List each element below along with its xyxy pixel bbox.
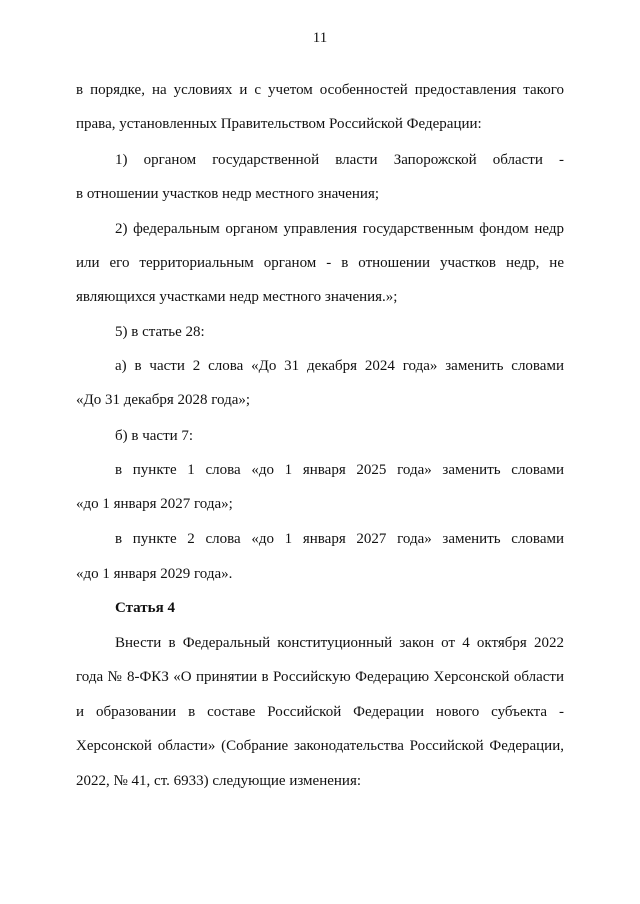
list-item: 2) федеральным органом управления государственным фондом недр bbox=[115, 221, 564, 237]
list-item: 5) в статье 28: bbox=[115, 324, 205, 340]
text-line: «До 31 декабря 2028 года»; bbox=[76, 392, 251, 408]
article-heading: Статья 4 bbox=[115, 600, 175, 616]
text-line: «до 1 января 2027 года»; bbox=[76, 496, 233, 512]
list-item: в пункте 1 слова «до 1 января 2025 года» заменить словами bbox=[115, 462, 564, 478]
text-line: года № 8-ФКЗ «О принятии в Российскую Федерацию Херсонской области bbox=[76, 669, 564, 685]
page-number: 11 bbox=[312, 30, 328, 46]
text-line: права, установленных Правительством Российской Федерации: bbox=[76, 116, 482, 132]
list-item: в пункте 2 слова «до 1 января 2027 года» заменить словами bbox=[115, 531, 564, 547]
text-line: в порядке, на условиях и с учетом особенностей предоставления такого bbox=[76, 82, 564, 98]
text-line: 2022, № 41, ст. 6933) следующие изменения: bbox=[76, 773, 362, 789]
list-item: 1) органом государственной власти Запорожской области - bbox=[115, 152, 564, 168]
text-line: «до 1 января 2029 года». bbox=[76, 566, 233, 582]
text-line: являющихся участками недр местного значения.»; bbox=[76, 289, 398, 305]
list-item: б) в части 7: bbox=[115, 428, 194, 444]
text-line: Херсонской области» (Собрание законодательства Российской Федерации, bbox=[76, 738, 564, 754]
list-item: а) в части 2 слова «До 31 декабря 2024 года» заменить словами bbox=[115, 358, 564, 374]
text-line: в отношении участков недр местного значения; bbox=[76, 186, 380, 202]
text-line: или его территориальным органом - в отношении участков недр, не bbox=[76, 255, 564, 271]
paragraph-start: Внести в Федеральный конституционный закон от 4 октября 2022 bbox=[115, 635, 564, 651]
text-line: и образовании в составе Российской Федерации нового субъекта - bbox=[76, 704, 564, 720]
